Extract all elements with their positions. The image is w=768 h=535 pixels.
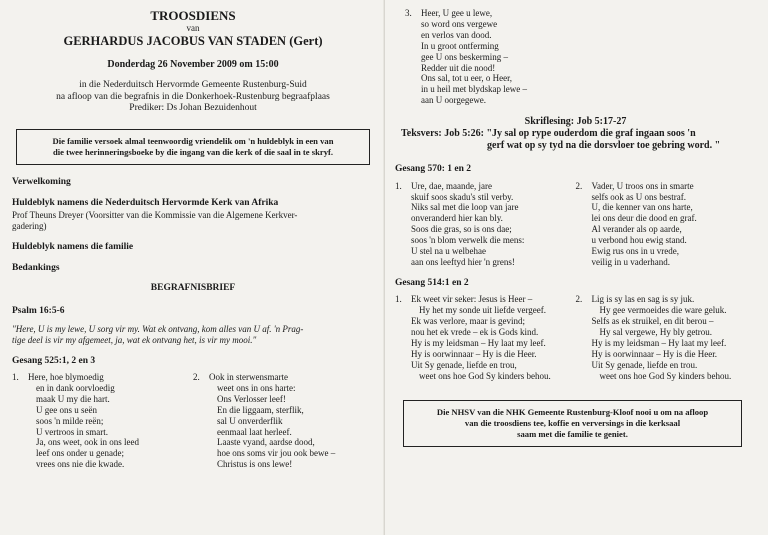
psalm-text [12, 324, 374, 346]
gesang514-heading: Gesang 514:1 en 2 [395, 277, 469, 288]
refreshments-notice-box [403, 400, 742, 447]
verse-line: U gee ons u seën [36, 404, 97, 415]
van-text: van [186, 23, 200, 33]
verse-line: soos 'n milde reën; [36, 415, 104, 426]
verse-number: 2. [193, 372, 200, 382]
document-title: TROOSDIENS [150, 8, 236, 23]
verse-1 [395, 181, 576, 268]
speaker-line: Prof Theuns Dreyer (Voorsitter van die Kommissie van die Algemene Kerkver- [12, 209, 298, 220]
verse-line: Hy is my leidsman – Hy laat my leef. [591, 338, 727, 349]
huldeblyk-kerk-speaker [12, 210, 374, 232]
verse-lines [421, 8, 527, 106]
verse-number: 1. [395, 180, 402, 191]
verse-line: skuif soos skadu's stil verby. [411, 191, 514, 202]
gesang570-heading: Gesang 570: 1 en 2 [395, 164, 471, 175]
verse-line: En die liggaam, sterflik, [217, 404, 304, 415]
verse-line: Selfs as ek struikel, en dit berou – [591, 316, 714, 327]
huldeblyk-kerk-heading: Huldeblyk namens die Nederduitsch Hervormde Kerk van Afrika [12, 198, 279, 208]
gesang570-verses [395, 181, 756, 268]
verse-number: 2. [575, 180, 583, 191]
verse-line: Hy sal vergewe, Hy bly getrou. [599, 327, 713, 338]
verse-line: Ek weet vir seker: Jesus is Heer – [411, 294, 533, 305]
verse-line: vrees ons nie die kwade. [36, 459, 125, 470]
verse-line: hoe ons soms vir jou ook bewe – [217, 448, 336, 459]
verse-line: Soos die gras, so is ons dae; [411, 224, 512, 235]
verse-lines [209, 372, 335, 470]
verse-line: maak U my die hart. [36, 393, 110, 404]
verse-number: 1. [12, 372, 19, 382]
verse-line: Vader, U troos ons in smarte [591, 180, 694, 191]
verse-line: Here, hoe blymoedig [28, 372, 104, 382]
psalm-line: tige deel is vir my afgemeet, ja, wat ek ontvang het, is vir my mooi." [12, 334, 257, 345]
guestbook-notice-box [16, 129, 370, 165]
verse-lines [28, 372, 139, 470]
verse-line: Ure, dae, maande, jare [411, 180, 492, 191]
bedankings-heading: Bedankings [12, 263, 60, 273]
verse-2 [576, 181, 757, 268]
verse-line: weet ons hoe God Sy kinders behou. [419, 370, 551, 381]
verse-line: Redder uit die nood! [421, 62, 496, 73]
verse-lines [592, 294, 732, 381]
verse-line: Ons Verlosser leef! [217, 393, 286, 404]
verse-line: Heer, U gee u lewe, [421, 8, 493, 18]
verse-line: Uit Sy genade, liefde en trou, [411, 359, 517, 370]
verse-line: Hy gee vermoeides die ware geluk. [599, 305, 727, 316]
verse-line: aan U oorgegewe. [421, 95, 487, 106]
verse-line: in u heil met blydskap lewe – [421, 84, 527, 95]
verse-line: weet ons in ons harte: [217, 382, 296, 393]
verse-line: selfs ook as U ons bestraf. [591, 191, 686, 202]
verse-line: veilig in u vaderhand. [591, 257, 670, 267]
verse-line: Uit Sy genade, liefde en trou. [591, 359, 698, 370]
verwelkoming-heading: Verwelkoming [12, 176, 71, 187]
gesang525-heading: Gesang 525:1, 2 en 3 [12, 355, 96, 366]
skriflesing-heading: Skriflesing: Job 5:17-27 [524, 116, 627, 128]
verse-line: In u groot ontferming [421, 40, 499, 51]
verse-line: u verbond hou ewig stand. [591, 235, 687, 246]
closing-line: Die NHSV van die NHK Gemeente Rustenburg-Kloof nooi u om na afloop [436, 406, 709, 417]
verse-line: U stel na u welbehae [411, 246, 486, 257]
verse-line: nou het ek vrede – ek is Gods kind. [411, 327, 539, 338]
verse-line: leef ons onder u genade; [36, 448, 124, 459]
verse-number: 3. [405, 8, 412, 18]
location-line: na afloop van die begrafnis in die Donkerhoek-Rustenburg begraafplaas [56, 91, 330, 102]
huldeblyk-familie-heading: Huldeblyk namens die familie [12, 241, 134, 252]
verse-line: Laaste vyand, aardse dood, [217, 437, 315, 448]
verse-2 [193, 372, 374, 470]
verse-line: Lig is sy las en sag is sy juk. [591, 294, 695, 305]
gesang525-verse-3 [405, 8, 756, 106]
verse-line: eenmaal laat herleef. [217, 426, 292, 437]
teksvers-line: Teksvers: Job 5:26: "Jy sal op rype ouderdom die graf ingaan soos 'n [401, 128, 696, 140]
verse-line: weet ons hoe God Sy kinders behou. [599, 370, 732, 381]
verse-2 [576, 294, 757, 381]
verse-number: 2. [575, 294, 583, 305]
verse-line: Hy is oorwinnaar – Hy is die Heer. [591, 348, 717, 359]
begrafnisbrief-heading: BEGRAFNISBRIEF [150, 282, 236, 293]
service-date: Donderdag 26 November 2009 om 15:00 [107, 59, 279, 70]
verse-line: Ook in sterwensmarte [209, 372, 288, 382]
verse-line: Ja, ons weet, ook in ons leed [36, 437, 139, 448]
psalm-heading: Psalm 16:5-6 [12, 306, 65, 316]
verse-line: Hy is oorwinnaar – Hy is die Heer. [411, 348, 537, 359]
verse-line: gee U ons beskerming – [421, 51, 508, 62]
verse-line: en in dank oorvloedig [36, 382, 115, 393]
verse-1 [12, 372, 193, 470]
verse-line: so word ons vergewe [421, 18, 498, 29]
verse-line: lei ons deur die dood en graf. [591, 213, 697, 224]
notice-line: die twee herinneringsboeke by die ingang van die kerk of die saal in te skryf. [52, 146, 334, 157]
verse-line: Ons sal, tot u eer, o Heer, [421, 73, 513, 84]
teksvers-line: gerf wat op sy tyd na die dorsvloer toe gebring word. " [487, 140, 721, 152]
verse-line: onveranderd hier kan bly. [411, 213, 503, 224]
verse-line: Hy is my leidsman – Hy laat my leef. [411, 338, 546, 349]
speaker-line: gadering) [12, 220, 47, 231]
verse-line: sal U onverderflik [217, 415, 283, 426]
verse-1 [395, 294, 576, 381]
verse-line: soos 'n blom verwelk die mens: [411, 235, 525, 246]
gesang525-verses [12, 372, 374, 470]
verse-line: en verlos van dood. [421, 29, 492, 40]
verse-lines [411, 181, 524, 268]
verse-line: Niks sal met die loop van jare [411, 202, 519, 213]
gesang514-verses [395, 294, 756, 381]
location-line: in die Nederduitsch Hervormde Gemeente Rustenburg-Suid [79, 80, 307, 90]
deceased-name: GERHARDUS JACOBUS VAN STADEN (Gert) [63, 34, 323, 48]
psalm-line: "Here, U is my lewe, U sorg vir my. Wat ek ontvang, kom alles van U af. 'n Prag- [12, 323, 304, 334]
preacher-line: Prediker: Ds Johan Bezuidenhout [129, 103, 257, 113]
verse-line: U vertroos in smart. [36, 426, 108, 437]
verse-line: U, die kenner van ons harte, [591, 202, 693, 213]
verse-line: Christus is ons lewe! [217, 459, 293, 470]
right-page [384, 0, 768, 535]
verse-line: Ek was verlore, maar is gevind; [411, 316, 525, 327]
verse-lines [411, 294, 551, 381]
verse-line: Al verander als op aarde, [591, 224, 682, 235]
verse-line: aan ons leeftyd hier 'n grens! [411, 257, 515, 267]
notice-line: Die familie versoek almal teenwoordig vriendelik om 'n huldeblyk in een van [52, 135, 334, 146]
verse-lines [592, 181, 697, 268]
teksvers [395, 128, 756, 152]
verse-number: 1. [395, 294, 402, 305]
closing-line: saam met die familie te geniet. [517, 428, 628, 439]
service-location [12, 80, 374, 115]
verse-line: Hy het my sonde uit liefde vergeef. [419, 305, 547, 316]
closing-line: van die troosdiens tee, koffie en verversings in die kerksaal [464, 417, 681, 428]
verse-line: Ewig rus ons in u vrede, [591, 246, 679, 257]
